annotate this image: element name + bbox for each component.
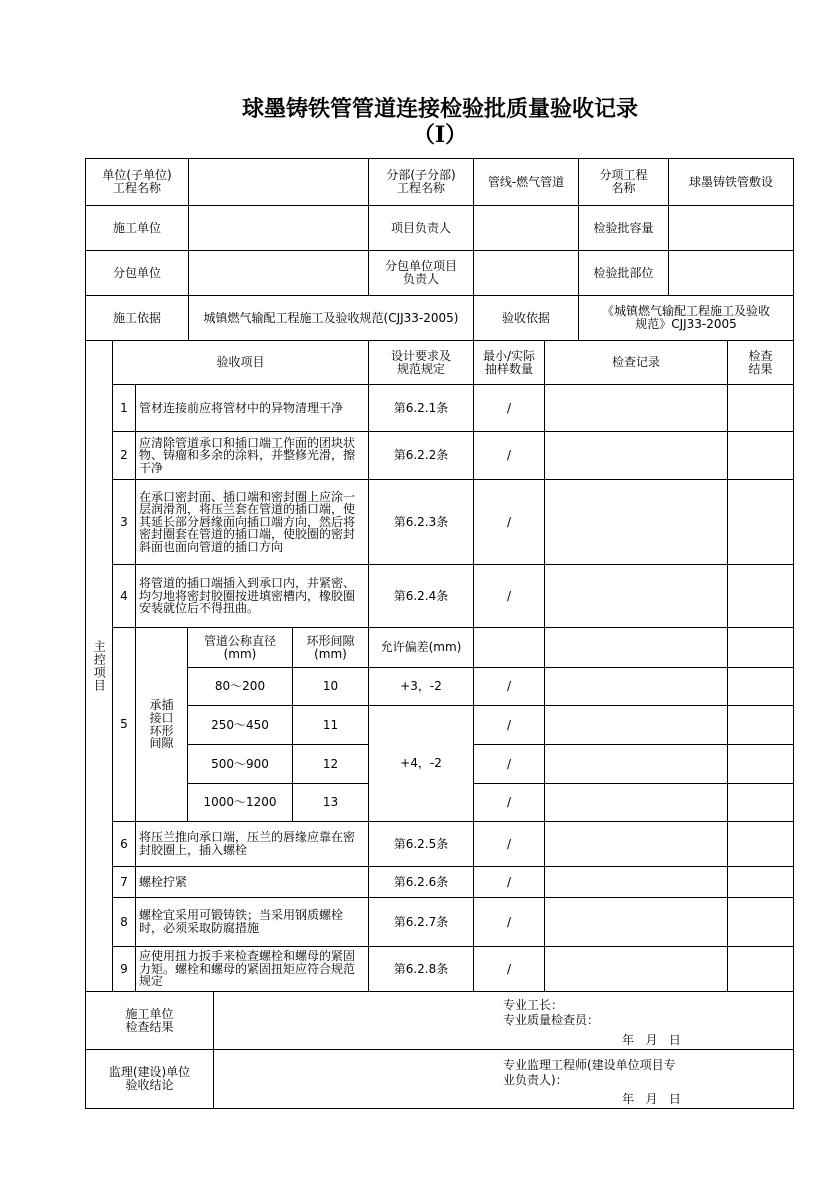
col-header-item: 验收项目 [112, 340, 369, 385]
header-sub-pm-value[interactable] [473, 250, 579, 296]
item5-col-tolerance: 允许偏差(mm) [368, 627, 474, 668]
item-check-record[interactable] [544, 431, 728, 480]
item-check-result[interactable] [727, 627, 794, 668]
header-pm-label: 项目负责人 [368, 205, 474, 251]
page-subtitle: （Ⅰ） [412, 122, 468, 148]
item-sample-count[interactable]: / [473, 946, 545, 992]
item-number: 9 [112, 946, 136, 992]
item-check-result[interactable] [727, 705, 794, 745]
item-check-record[interactable] [544, 744, 728, 784]
item-check-record[interactable] [544, 705, 728, 745]
header-basis-value[interactable]: 城镇燃气输配工程施工及验收规范(CJJ33-2005) [188, 295, 474, 341]
contractor-date: 年 月 日 [622, 1033, 681, 1047]
item5-diameter: 250～450 [187, 705, 293, 745]
item5-gap: 11 [292, 705, 369, 745]
item-check-result[interactable] [727, 821, 794, 867]
supervisor-date: 年 月 日 [622, 1092, 681, 1106]
header-contractor-value[interactable] [188, 205, 369, 251]
item-sample-count[interactable]: / [473, 564, 545, 628]
item-sample-count[interactable]: / [473, 384, 545, 432]
header-subcontractor-value[interactable] [188, 250, 369, 296]
item-check-result[interactable] [727, 431, 794, 480]
item-number: 7 [112, 866, 136, 898]
item-check-record[interactable] [544, 821, 728, 867]
section-label-main-control: 主控项目 [85, 340, 113, 992]
item-sample-count[interactable]: / [473, 744, 545, 784]
item5-label: 承插 接口 环形 间隙 [135, 627, 188, 822]
item-description: 将压兰推向承口端，压兰的唇缘应靠在密封胶圈上，插入螺栓 [135, 821, 369, 867]
item-description: 将管道的插口端插入到承口内，并紧密、均匀地将密封胶圈按进填密槽内，橡胶圈安装就位后不得扭曲。 [135, 564, 369, 628]
item-number: 1 [112, 384, 136, 432]
item-clause: 第6.2.2条 [368, 431, 474, 480]
item-number: 8 [112, 897, 136, 947]
item-clause: 第6.2.7条 [368, 897, 474, 947]
item-number: 3 [112, 479, 136, 565]
item5-col-diameter: 管道公称直径 (mm) [187, 627, 293, 668]
header-unit-value[interactable] [188, 158, 369, 206]
item5-gap: 13 [292, 783, 369, 822]
item-check-record[interactable] [544, 384, 728, 432]
item-sample-count[interactable]: / [473, 431, 545, 480]
col-header-design: 设计要求及 规范规定 [368, 340, 474, 385]
item5-diameter: 500～900 [187, 744, 293, 784]
item-check-record[interactable] [544, 479, 728, 565]
item-sample-count[interactable] [473, 627, 545, 668]
header-basis-label: 施工依据 [85, 295, 189, 341]
item-sample-count[interactable]: / [473, 667, 545, 706]
item-sample-count[interactable]: / [473, 866, 545, 898]
item-check-result[interactable] [727, 479, 794, 565]
header-subcontractor-label: 分包单位 [85, 250, 189, 296]
item-sample-count[interactable]: / [473, 897, 545, 947]
item-number: 2 [112, 431, 136, 480]
header-sub-pm-label: 分包单位项目 负责人 [368, 250, 474, 296]
item-check-record[interactable] [544, 946, 728, 992]
item-clause: 第6.2.5条 [368, 821, 474, 867]
item-number: 5 [112, 627, 136, 822]
header-sub-value[interactable]: 管线-燃气管道 [473, 158, 579, 206]
item-check-result[interactable] [727, 946, 794, 992]
item-description: 在承口密封面、插口端和密封圈上应涂一层润滑剂，将压兰套在管道的插口端，使其延长部分唇缘面向插口端方向，然后将密封圈套在管道的插口端，使胶圈的密封斜面也面向管道的插口方向 [135, 479, 369, 565]
item-clause: 第6.2.8条 [368, 946, 474, 992]
item-number: 4 [112, 564, 136, 628]
header-sub-label: 分部(子分部) 工程名称 [368, 158, 474, 206]
item-check-result[interactable] [727, 783, 794, 822]
col-header-record: 检查记录 [544, 340, 728, 385]
header-acceptance-label: 验收依据 [473, 295, 579, 341]
header-location-label: 检验批部位 [578, 250, 669, 296]
footer-contractor-label: 施工单位 检查结果 [85, 991, 214, 1050]
header-location-value[interactable] [668, 250, 794, 296]
item-check-record[interactable] [544, 564, 728, 628]
header-unit-label: 单位(子单位) 工程名称 [85, 158, 189, 206]
item-check-result[interactable] [727, 667, 794, 706]
item-check-result[interactable] [727, 564, 794, 628]
header-pm-value[interactable] [473, 205, 579, 251]
header-item-value[interactable]: 球墨铸铁管敷设 [668, 158, 794, 206]
header-item-label: 分项工程 名称 [578, 158, 669, 206]
page-title: 球墨铸铁管管道连接检验批质量验收记录 [241, 96, 638, 122]
item-description: 螺栓拧紧 [135, 866, 369, 898]
item-clause: 第6.2.4条 [368, 564, 474, 628]
col-header-result: 检查 结果 [727, 340, 794, 385]
item-check-result[interactable] [727, 384, 794, 432]
item-check-result[interactable] [727, 897, 794, 947]
item-check-record[interactable] [544, 866, 728, 898]
item-check-result[interactable] [727, 866, 794, 898]
col-header-sample: 最小/实际 抽样数量 [473, 340, 545, 385]
item5-gap: 10 [292, 667, 369, 706]
item5-tolerance: +3，-2 [368, 667, 474, 706]
item-description: 应清除管道承口和插口端工作面的团块状物、铸瘤和多余的涂料，并整修光滑，擦干净 [135, 431, 369, 480]
header-capacity-value[interactable] [668, 205, 794, 251]
item-sample-count[interactable]: / [473, 705, 545, 745]
item5-diameter: 80～200 [187, 667, 293, 706]
header-contractor-label: 施工单位 [85, 205, 189, 251]
item-description: 螺栓宜采用可锻铸铁；当采用钢质螺栓时，必须采取防腐措施 [135, 897, 369, 947]
item-clause: 第6.2.1条 [368, 384, 474, 432]
item-description: 管材连接前应将管材中的异物清理干净 [135, 384, 369, 432]
item-check-record[interactable] [544, 667, 728, 706]
header-capacity-label: 检验批容量 [578, 205, 669, 251]
item-sample-count[interactable]: / [473, 479, 545, 565]
item5-tolerance: +4，-2 [368, 705, 474, 822]
footer-supervisor-label: 监理(建设)单位 验收结论 [85, 1049, 214, 1109]
header-acceptance-value[interactable]: 《城镇燃气输配工程施工及验收 规范》CJJ33-2005 [578, 295, 794, 341]
item5-diameter: 1000～1200 [187, 783, 293, 822]
item5-gap: 12 [292, 744, 369, 784]
item-clause: 第6.2.6条 [368, 866, 474, 898]
item-number: 6 [112, 821, 136, 867]
item-sample-count[interactable]: / [473, 783, 545, 822]
item-clause: 第6.2.3条 [368, 479, 474, 565]
contractor-signature-fields: 专业工长： 专业质量检查员： [503, 998, 600, 1027]
item-check-record[interactable] [544, 897, 728, 947]
item-check-record[interactable] [544, 627, 728, 668]
item-check-record[interactable] [544, 783, 728, 822]
supervisor-signature-fields: 专业监理工程师(建设单位项目专 业负责人)： [503, 1058, 676, 1087]
item-check-result[interactable] [727, 744, 794, 784]
item-sample-count[interactable]: / [473, 821, 545, 867]
item-description: 应使用扭力扳手来检查螺栓和螺母的紧固力矩。螺栓和螺母的紧固扭矩应符合规范规定 [135, 946, 369, 992]
item5-col-gap: 环形间隙 (mm) [292, 627, 369, 668]
